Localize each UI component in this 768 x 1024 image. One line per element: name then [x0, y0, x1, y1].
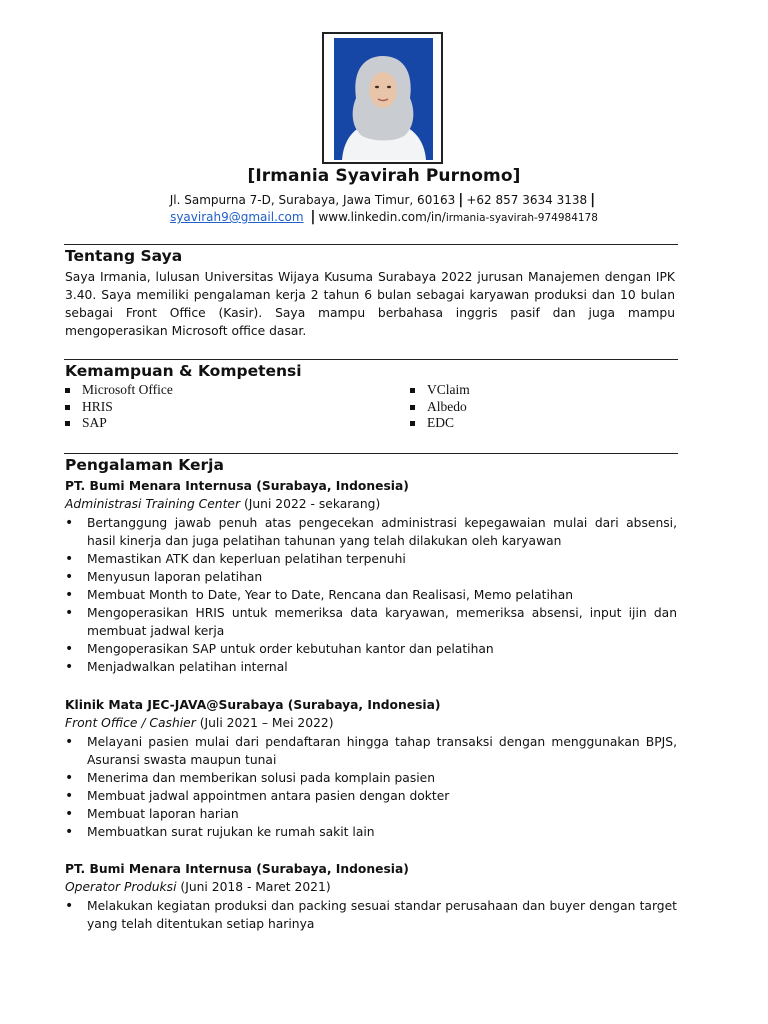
- skill-item: EDC: [410, 415, 470, 432]
- job-entry: [65, 477, 677, 676]
- skills-list-right: [410, 382, 470, 432]
- address-text: Jl. Sampurna 7-D, Surabaya, Jawa Timur, 60163: [169, 193, 456, 207]
- job-duties-list: [65, 897, 677, 933]
- job-company: PT. Bumi Menara Internusa (Surabaya, Indonesia): [65, 479, 409, 493]
- duty-item: • Melakukan kegiatan produksi dan packing sesuai standar perusahaan dan buyer dengan target yang telah ditentukan setiap harinya: [65, 897, 677, 933]
- duty-item: • Menyusun laporan pelatihan: [65, 568, 677, 586]
- duty-item: • Menjadwalkan pelatihan internal: [65, 658, 677, 676]
- linkedin-base-text: www.linkedin.com/in/: [318, 210, 446, 224]
- skill-item: VClaim: [410, 382, 470, 399]
- job-period: (Juni 2018 - Maret 2021): [176, 880, 331, 894]
- duty-item: • Membuat jadwal appointmen antara pasien dengan dokter: [65, 787, 677, 805]
- linkedin-handle-text: irmania-syavirah-974984178: [445, 212, 598, 224]
- job-duties-list: [65, 514, 677, 676]
- job-role: Administrasi Training Center: [65, 497, 241, 511]
- separator: |: [458, 192, 464, 208]
- skills-section-title: Kemampuan & Kompetensi: [65, 362, 302, 380]
- skills-list-left: [65, 382, 173, 432]
- contact-line-1: [0, 192, 768, 208]
- separator: |: [590, 192, 596, 208]
- duty-item: • Memastikan ATK dan keperluan pelatihan terpenuhi: [65, 550, 677, 568]
- skill-item: Microsoft Office: [65, 382, 173, 399]
- job-entry: [65, 860, 677, 933]
- job-entry: [65, 696, 677, 841]
- section-divider: [64, 359, 678, 360]
- phone-text: +62 857 3634 3138: [466, 193, 588, 207]
- separator: |: [310, 209, 316, 225]
- job-duties-list: [65, 733, 677, 841]
- duty-item: • Menerima dan memberikan solusi pada komplain pasien: [65, 769, 677, 787]
- skill-item: SAP: [65, 415, 173, 432]
- profile-photo-frame: [322, 32, 443, 164]
- contact-line-2: [0, 209, 768, 225]
- job-company: PT. Bumi Menara Internusa (Surabaya, Indonesia): [65, 862, 409, 876]
- email-link[interactable]: syavirah9@gmail.com: [170, 210, 304, 224]
- section-divider: [64, 453, 678, 454]
- duty-item: • Mengoperasikan HRIS untuk memeriksa data karyawan, memeriksa absensi, input ijin dan membuat jadwal kerja: [65, 604, 677, 640]
- job-role: Operator Produksi: [65, 880, 177, 894]
- duty-item: • Bertanggung jawab penuh atas pengecekan administrasi kepegawaian mulai dari absensi, hasil kinerja dan juga pelatihan tahunan yang telah dilakukan oleh karyawan: [65, 514, 677, 550]
- skill-item: HRIS: [65, 399, 173, 416]
- duty-item: • Membuat Month to Date, Year to Date, Rencana dan Realisasi, Memo pelatihan: [65, 586, 677, 604]
- job-role: Front Office / Cashier: [65, 716, 196, 730]
- candidate-name: [Irmania Syavirah Purnomo]: [247, 166, 521, 186]
- job-role-line: [65, 495, 677, 513]
- duty-item: • Membuat laporan harian: [65, 805, 677, 823]
- job-role-line: [65, 714, 677, 732]
- job-company: Klinik Mata JEC-JAVA@Surabaya (Surabaya, Indonesia): [65, 698, 441, 712]
- person-portrait-icon: [334, 38, 433, 160]
- job-period: (Juli 2021 – Mei 2022): [195, 716, 334, 730]
- about-section-title: Tentang Saya: [65, 247, 183, 265]
- experience-section-title: Pengalaman Kerja: [65, 456, 224, 474]
- about-paragraph: Saya Irmania, lulusan Universitas Wijaya Kusuma Surabaya 2022 jurusan Manajemen dengan IPK 3.40. Saya memiliki pengalaman kerja 2 tahun 6 bulan sebagai karyawan produksi dan 10 bulan sebagai Front Office (Kasir). Saya mampu berbahasa inggris pasif dan juga mampu mengoperasikan Microsoft office dasar.: [65, 270, 675, 338]
- profile-photo: [334, 38, 433, 160]
- job-period: (Juni 2022 - sekarang): [240, 497, 381, 511]
- duty-item: • Membuatkan surat rujukan ke rumah sakit lain: [65, 823, 677, 841]
- skill-item: Albedo: [410, 399, 470, 416]
- section-divider: [64, 244, 678, 245]
- duty-item: • Mengoperasikan SAP untuk order kebutuhan kantor dan pelatihan: [65, 640, 677, 658]
- job-role-line: [65, 878, 677, 896]
- duty-item: • Melayani pasien mulai dari pendaftaran hingga tahap transaksi dengan menggunakan BPJS, Asuransi swasta maupun tunai: [65, 733, 677, 769]
